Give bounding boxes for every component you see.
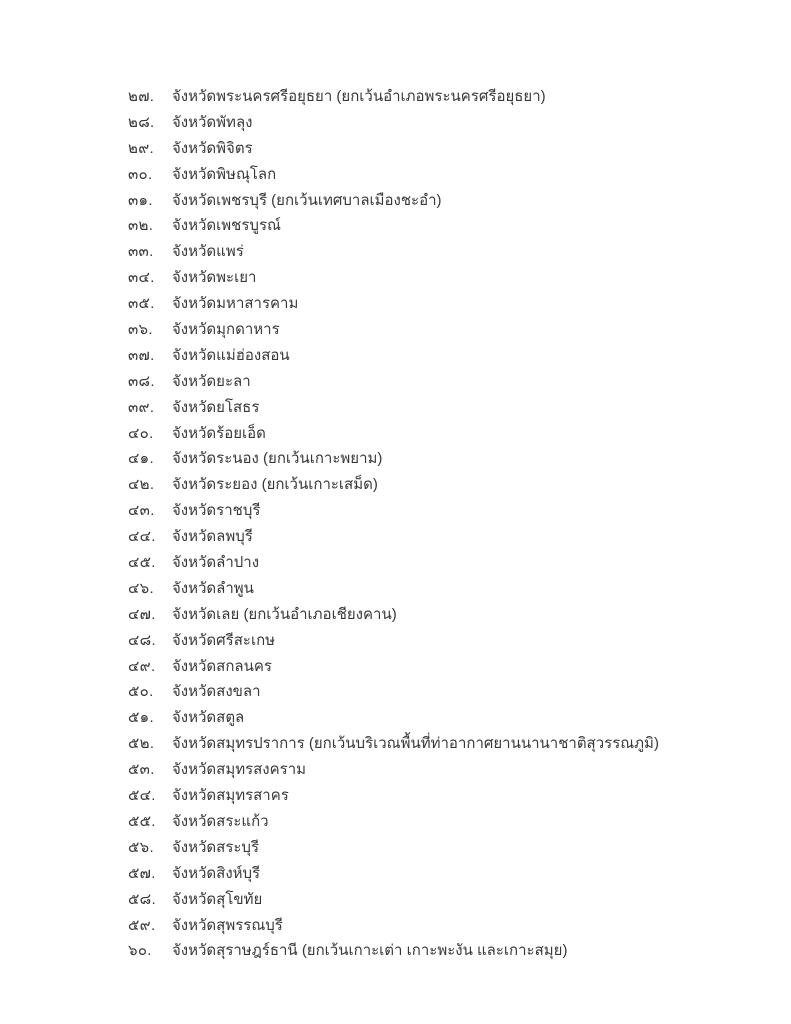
- item-number: ๕๙.: [128, 916, 156, 934]
- item-number: ๔๔.: [128, 528, 156, 546]
- list-row: [128, 602, 748, 628]
- item-text: จังหวัดระนอง (ยกเว้นเกาะพยาม): [172, 450, 383, 468]
- item-text: จังหวัดสิงห์บุรี: [172, 864, 261, 882]
- item-text: จังหวัดสระแก้ว: [172, 812, 269, 830]
- list-row: [128, 913, 748, 939]
- item-number: ๓๕.: [128, 295, 155, 313]
- list-row: [128, 110, 748, 136]
- item-number: ๔๑.: [128, 450, 154, 468]
- item-number: ๖๐.: [128, 942, 152, 960]
- item-number: ๔๕.: [128, 554, 156, 572]
- item-text: จังหวัดสมุทรสาคร: [172, 787, 289, 805]
- item-number: ๔๗.: [128, 605, 156, 623]
- item-number: ๔๖.: [128, 579, 154, 597]
- item-number: ๕๑.: [128, 709, 154, 727]
- item-text: จังหวัดยโสธร: [172, 398, 260, 416]
- list-row: [128, 550, 748, 576]
- list-row: [128, 84, 748, 110]
- item-number: ๒๘.: [128, 113, 155, 131]
- list-row: [128, 679, 748, 705]
- list-row: [128, 472, 748, 498]
- item-number: ๔๙.: [128, 657, 156, 675]
- item-text: จังหวัดเพชรบุรี (ยกเว้นเทศบาลเมืองชะอำ): [172, 191, 442, 209]
- list-row: [128, 757, 748, 783]
- item-number: ๔๒.: [128, 476, 155, 494]
- item-text: จังหวัดลำพูน: [172, 579, 254, 597]
- item-number: ๓๗.: [128, 346, 155, 364]
- item-number: ๔๓.: [128, 502, 155, 520]
- item-number: ๒๗.: [128, 88, 155, 105]
- item-text: จังหวัดแม่ฮ่องสอน: [172, 346, 290, 364]
- list-row: [128, 395, 748, 421]
- item-text: จังหวัดมหาสารคาม: [172, 295, 299, 313]
- list-row: [128, 835, 748, 861]
- list-row: [128, 446, 748, 472]
- list-row: [128, 731, 748, 757]
- item-number: ๕๔.: [128, 787, 156, 805]
- item-text: จังหวัดแพร่: [172, 243, 244, 261]
- item-number: ๒๙.: [128, 139, 154, 157]
- item-text: จังหวัดสุราษฎร์ธานี (ยกเว้นเกาะเต่า เกาะพะงัน และเกาะสมุย): [172, 942, 568, 960]
- list-row: [128, 291, 748, 317]
- item-number: ๓๔.: [128, 269, 155, 287]
- item-text: จังหวัดสุโขทัย: [172, 890, 263, 908]
- list-row: [128, 809, 748, 835]
- item-number: ๕๓.: [128, 761, 155, 779]
- item-number: ๓๑.: [128, 191, 153, 209]
- list-row: [128, 317, 748, 343]
- list-row: [128, 887, 748, 913]
- item-text: จังหวัดพิจิตร: [172, 139, 253, 157]
- item-number: ๓๘.: [128, 372, 155, 390]
- item-text: จังหวัดสตูล: [172, 709, 245, 727]
- list-row: [128, 136, 748, 162]
- list-row: [128, 861, 748, 887]
- list-row: [128, 265, 748, 291]
- item-number: ๓๖.: [128, 321, 153, 339]
- item-number: ๕๘.: [128, 890, 156, 908]
- list-row: [128, 369, 748, 395]
- list-row: [128, 628, 748, 654]
- item-number: ๕๒.: [128, 735, 155, 753]
- item-text: จังหวัดพิษณุโลก: [172, 165, 277, 183]
- item-text: จังหวัดเลย (ยกเว้นอำเภอเชียงคาน): [172, 605, 397, 623]
- item-text: จังหวัดลำปาง: [172, 554, 260, 572]
- item-number: ๕๐.: [128, 683, 154, 701]
- item-text: จังหวัดมุกดาหาร: [172, 321, 280, 339]
- item-text: จังหวัดสมุทรปราการ (ยกเว้นบริเวณพื้นที่ท่าอากาศยานนานาชาติสุวรรณภูมิ): [172, 735, 659, 753]
- item-text: จังหวัดลพบุรี: [172, 528, 253, 546]
- item-number: ๕๖.: [128, 838, 154, 856]
- item-number: ๔๐.: [128, 424, 154, 442]
- item-number: ๔๘.: [128, 631, 156, 649]
- item-text: จังหวัดระยอง (ยกเว้นเกาะเสม็ด): [172, 476, 378, 494]
- list-row: [128, 783, 748, 809]
- list-row: [128, 421, 748, 447]
- list-row: [128, 938, 748, 964]
- item-number: ๓๙.: [128, 398, 155, 416]
- list-row: [128, 705, 748, 731]
- item-text: จังหวัดสงขลา: [172, 683, 261, 701]
- item-text: จังหวัดพะเยา: [172, 269, 257, 287]
- item-text: จังหวัดสกลนคร: [172, 657, 272, 675]
- list-row: [128, 576, 748, 602]
- item-text: จังหวัดพระนครศรีอยุธยา (ยกเว้นอำเภอพระนครศรีอยุธยา): [172, 88, 546, 105]
- item-text: จังหวัดศรีสะเกษ: [172, 631, 276, 649]
- list-row: [128, 188, 748, 214]
- item-text: จังหวัดร้อยเอ็ด: [172, 424, 266, 442]
- list-row: [128, 239, 748, 265]
- item-number: ๓๓.: [128, 243, 154, 261]
- list-row: [128, 654, 748, 680]
- item-text: จังหวัดสมุทรสงคราม: [172, 761, 307, 779]
- item-number: ๕๕.: [128, 812, 156, 830]
- item-number: ๓๐.: [128, 165, 153, 183]
- list-row: [128, 162, 748, 188]
- item-text: จังหวัดสระบุรี: [172, 838, 260, 856]
- item-number: ๕๗.: [128, 864, 156, 882]
- item-number: ๓๒.: [128, 217, 154, 235]
- list-row: [128, 343, 748, 369]
- list-row: [128, 524, 748, 550]
- list-row: [128, 213, 748, 239]
- item-text: จังหวัดยะลา: [172, 372, 251, 390]
- item-text: จังหวัดพัทลุง: [172, 113, 253, 131]
- item-text: จังหวัดเพชรบูรณ์: [172, 217, 281, 235]
- list-row: [128, 498, 748, 524]
- item-text: จังหวัดราชบุรี: [172, 502, 261, 520]
- item-text: จังหวัดสุพรรณบุรี: [172, 916, 283, 934]
- province-list: [128, 84, 748, 964]
